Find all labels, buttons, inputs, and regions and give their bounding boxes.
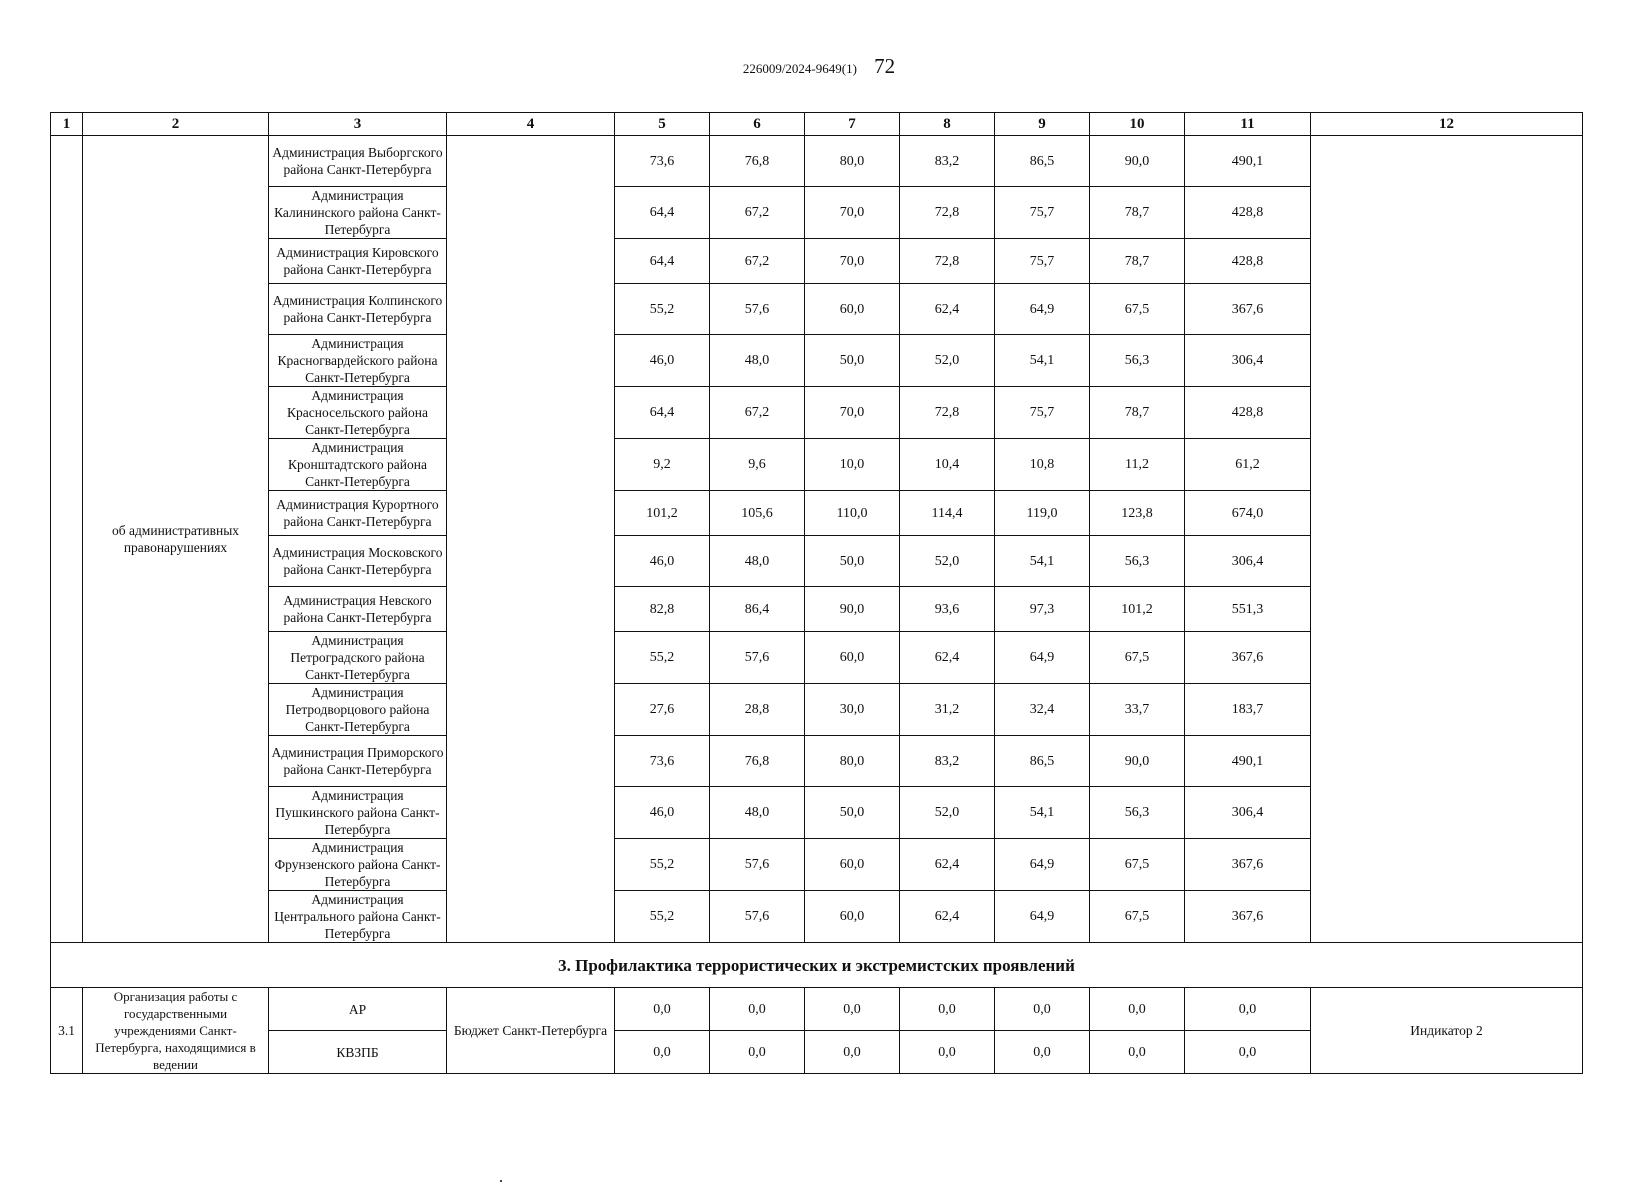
executor-cell: Администрация Петродворцового района Санкт-Петербурга	[269, 684, 447, 736]
table-row	[51, 988, 1583, 1031]
value-cell: 55,2	[615, 891, 710, 943]
value-cell: 60,0	[805, 284, 900, 335]
value-cell: 56,3	[1090, 536, 1185, 587]
value-cell: 33,7	[1090, 684, 1185, 736]
value-cell: 46,0	[615, 787, 710, 839]
value-cell: 76,8	[710, 736, 805, 787]
col-header: 6	[710, 113, 805, 136]
value-cell: 67,5	[1090, 284, 1185, 335]
page-header	[0, 54, 1638, 79]
value-cell: 31,2	[900, 684, 995, 736]
value-cell: 110,0	[805, 491, 900, 536]
value-cell: 78,7	[1090, 239, 1185, 284]
executor-cell: Администрация Кронштадтского района Санкт-Петербурга	[269, 439, 447, 491]
total-cell: 367,6	[1185, 839, 1311, 891]
value-cell: 64,9	[995, 839, 1090, 891]
col-header: 3	[269, 113, 447, 136]
value-cell: 48,0	[710, 536, 805, 587]
row-number-cell	[51, 136, 83, 943]
value-cell: 93,6	[900, 587, 995, 632]
total-cell: 551,3	[1185, 587, 1311, 632]
value-cell: 86,4	[710, 587, 805, 632]
value-cell: 64,4	[615, 387, 710, 439]
item-number: 3.1	[51, 988, 83, 1074]
col-header: 7	[805, 113, 900, 136]
value-cell: 9,6	[710, 439, 805, 491]
executor-cell: Администрация Невского района Санкт-Петербурга	[269, 587, 447, 632]
value-cell: 57,6	[710, 632, 805, 684]
total-cell: 0,0	[1185, 988, 1311, 1031]
value-cell: 54,1	[995, 787, 1090, 839]
value-cell: 30,0	[805, 684, 900, 736]
total-cell: 674,0	[1185, 491, 1311, 536]
value-cell: 9,2	[615, 439, 710, 491]
funding-source-cell: Бюджет Санкт-Петербурга	[447, 988, 615, 1074]
value-cell: 52,0	[900, 787, 995, 839]
value-cell: 73,6	[615, 136, 710, 187]
value-cell: 67,2	[710, 239, 805, 284]
measure-description: Организация работы с государственными учреждениями Санкт-Петербурга, находящимися в ведении	[83, 988, 269, 1074]
column-number-row	[51, 113, 1583, 136]
total-cell: 306,4	[1185, 335, 1311, 387]
value-cell: 60,0	[805, 632, 900, 684]
total-cell: 306,4	[1185, 536, 1311, 587]
value-cell: 57,6	[710, 891, 805, 943]
value-cell: 55,2	[615, 839, 710, 891]
value-cell: 62,4	[900, 632, 995, 684]
executor-cell: Администрация Колпинского района Санкт-Петербурга	[269, 284, 447, 335]
total-cell: 306,4	[1185, 787, 1311, 839]
value-cell: 86,5	[995, 136, 1090, 187]
value-cell: 54,1	[995, 335, 1090, 387]
value-cell: 32,4	[995, 684, 1090, 736]
executor-cell: Администрация Кировского района Санкт-Петербурга	[269, 239, 447, 284]
col-header: 5	[615, 113, 710, 136]
value-cell: 10,8	[995, 439, 1090, 491]
total-cell: 0,0	[1185, 1031, 1311, 1074]
value-cell: 10,0	[805, 439, 900, 491]
value-cell: 62,4	[900, 284, 995, 335]
value-cell: 60,0	[805, 891, 900, 943]
value-cell: 46,0	[615, 335, 710, 387]
value-cell: 0,0	[710, 988, 805, 1031]
value-cell: 0,0	[615, 1031, 710, 1074]
value-cell: 119,0	[995, 491, 1090, 536]
section-row	[51, 943, 1583, 988]
executor-cell: Администрация Пушкинского района Санкт-Петербурга	[269, 787, 447, 839]
value-cell: 0,0	[995, 988, 1090, 1031]
value-cell: 70,0	[805, 239, 900, 284]
executor-cell: Администрация Московского района Санкт-Петербурга	[269, 536, 447, 587]
value-cell: 64,4	[615, 187, 710, 239]
value-cell: 46,0	[615, 536, 710, 587]
value-cell: 70,0	[805, 187, 900, 239]
value-cell: 90,0	[805, 587, 900, 632]
value-cell: 114,4	[900, 491, 995, 536]
value-cell: 83,2	[900, 736, 995, 787]
value-cell: 0,0	[805, 1031, 900, 1074]
value-cell: 60,0	[805, 839, 900, 891]
value-cell: 97,3	[995, 587, 1090, 632]
col-header: 11	[1185, 113, 1311, 136]
value-cell: 52,0	[900, 335, 995, 387]
value-cell: 50,0	[805, 787, 900, 839]
executor-cell: Администрация Калининского района Санкт-Петербурга	[269, 187, 447, 239]
value-cell: 0,0	[805, 988, 900, 1031]
value-cell: 67,2	[710, 187, 805, 239]
value-cell: 57,6	[710, 839, 805, 891]
col-header: 8	[900, 113, 995, 136]
value-cell: 64,9	[995, 632, 1090, 684]
total-cell: 428,8	[1185, 387, 1311, 439]
value-cell: 56,3	[1090, 787, 1185, 839]
value-cell: 78,7	[1090, 187, 1185, 239]
value-cell: 54,1	[995, 536, 1090, 587]
value-cell: 55,2	[615, 284, 710, 335]
value-cell: 75,7	[995, 187, 1090, 239]
value-cell: 48,0	[710, 335, 805, 387]
total-cell: 490,1	[1185, 136, 1311, 187]
value-cell: 72,8	[900, 387, 995, 439]
value-cell: 0,0	[1090, 988, 1185, 1031]
col-header: 2	[83, 113, 269, 136]
value-cell: 52,0	[900, 536, 995, 587]
executor-cell: КВЗПБ	[269, 1031, 447, 1074]
col-header: 1	[51, 113, 83, 136]
value-cell: 55,2	[615, 632, 710, 684]
total-cell: 490,1	[1185, 736, 1311, 787]
value-cell: 64,4	[615, 239, 710, 284]
section-title: 3. Профилактика террористических и экстремистских проявлений	[51, 943, 1583, 988]
page-number: 72	[874, 54, 896, 78]
indicator-cell	[1311, 136, 1583, 943]
value-cell: 57,6	[710, 284, 805, 335]
value-cell: 101,2	[615, 491, 710, 536]
value-cell: 72,8	[900, 239, 995, 284]
col-header: 12	[1311, 113, 1583, 136]
value-cell: 56,3	[1090, 335, 1185, 387]
value-cell: 86,5	[995, 736, 1090, 787]
value-cell: 0,0	[615, 988, 710, 1031]
value-cell: 82,8	[615, 587, 710, 632]
value-cell: 72,8	[900, 187, 995, 239]
document-id: 226009/2024-9649(1)	[742, 61, 857, 76]
executor-cell: Администрация Петроградского района Санкт-Петербурга	[269, 632, 447, 684]
value-cell: 50,0	[805, 335, 900, 387]
col-header: 9	[995, 113, 1090, 136]
value-cell: 50,0	[805, 536, 900, 587]
value-cell: 75,7	[995, 387, 1090, 439]
total-cell: 428,8	[1185, 239, 1311, 284]
value-cell: 101,2	[1090, 587, 1185, 632]
value-cell: 64,9	[995, 284, 1090, 335]
value-cell: 10,4	[900, 439, 995, 491]
executor-cell: Администрация Приморского района Санкт-Петербурга	[269, 736, 447, 787]
executor-cell: Администрация Фрунзенского района Санкт-Петербурга	[269, 839, 447, 891]
measure-description: об административных правонарушениях	[83, 136, 269, 943]
value-cell: 0,0	[900, 1031, 995, 1074]
value-cell: 0,0	[995, 1031, 1090, 1074]
program-table	[50, 112, 1583, 1074]
value-cell: 78,7	[1090, 387, 1185, 439]
value-cell: 75,7	[995, 239, 1090, 284]
value-cell: 105,6	[710, 491, 805, 536]
value-cell: 90,0	[1090, 136, 1185, 187]
funding-source-cell	[447, 136, 615, 943]
value-cell: 90,0	[1090, 736, 1185, 787]
value-cell: 83,2	[900, 136, 995, 187]
value-cell: 73,6	[615, 736, 710, 787]
value-cell: 62,4	[900, 891, 995, 943]
value-cell: 0,0	[900, 988, 995, 1031]
value-cell: 28,8	[710, 684, 805, 736]
col-header: 10	[1090, 113, 1185, 136]
value-cell: 62,4	[900, 839, 995, 891]
total-cell: 367,6	[1185, 632, 1311, 684]
value-cell: 67,2	[710, 387, 805, 439]
total-cell: 367,6	[1185, 284, 1311, 335]
executor-cell: Администрация Выборгского района Санкт-Петербурга	[269, 136, 447, 187]
executor-cell: АР	[269, 988, 447, 1031]
scan-speck	[500, 1180, 502, 1182]
value-cell: 11,2	[1090, 439, 1185, 491]
total-cell: 367,6	[1185, 891, 1311, 943]
value-cell: 27,6	[615, 684, 710, 736]
executor-cell: Администрация Курортного района Санкт-Петербурга	[269, 491, 447, 536]
col-header: 4	[447, 113, 615, 136]
executor-cell: Администрация Красногвардейского района Санкт-Петербурга	[269, 335, 447, 387]
value-cell: 48,0	[710, 787, 805, 839]
value-cell: 67,5	[1090, 632, 1185, 684]
value-cell: 67,5	[1090, 839, 1185, 891]
total-cell: 183,7	[1185, 684, 1311, 736]
value-cell: 67,5	[1090, 891, 1185, 943]
table-row	[51, 136, 1583, 187]
total-cell: 61,2	[1185, 439, 1311, 491]
value-cell: 70,0	[805, 387, 900, 439]
executor-cell: Администрация Центрального района Санкт-Петербурга	[269, 891, 447, 943]
value-cell: 76,8	[710, 136, 805, 187]
indicator-cell: Индикатор 2	[1311, 988, 1583, 1074]
total-cell: 428,8	[1185, 187, 1311, 239]
value-cell: 64,9	[995, 891, 1090, 943]
value-cell: 0,0	[1090, 1031, 1185, 1074]
value-cell: 0,0	[710, 1031, 805, 1074]
value-cell: 123,8	[1090, 491, 1185, 536]
value-cell: 80,0	[805, 136, 900, 187]
value-cell: 80,0	[805, 736, 900, 787]
executor-cell: Администрация Красносельского района Санкт-Петербурга	[269, 387, 447, 439]
